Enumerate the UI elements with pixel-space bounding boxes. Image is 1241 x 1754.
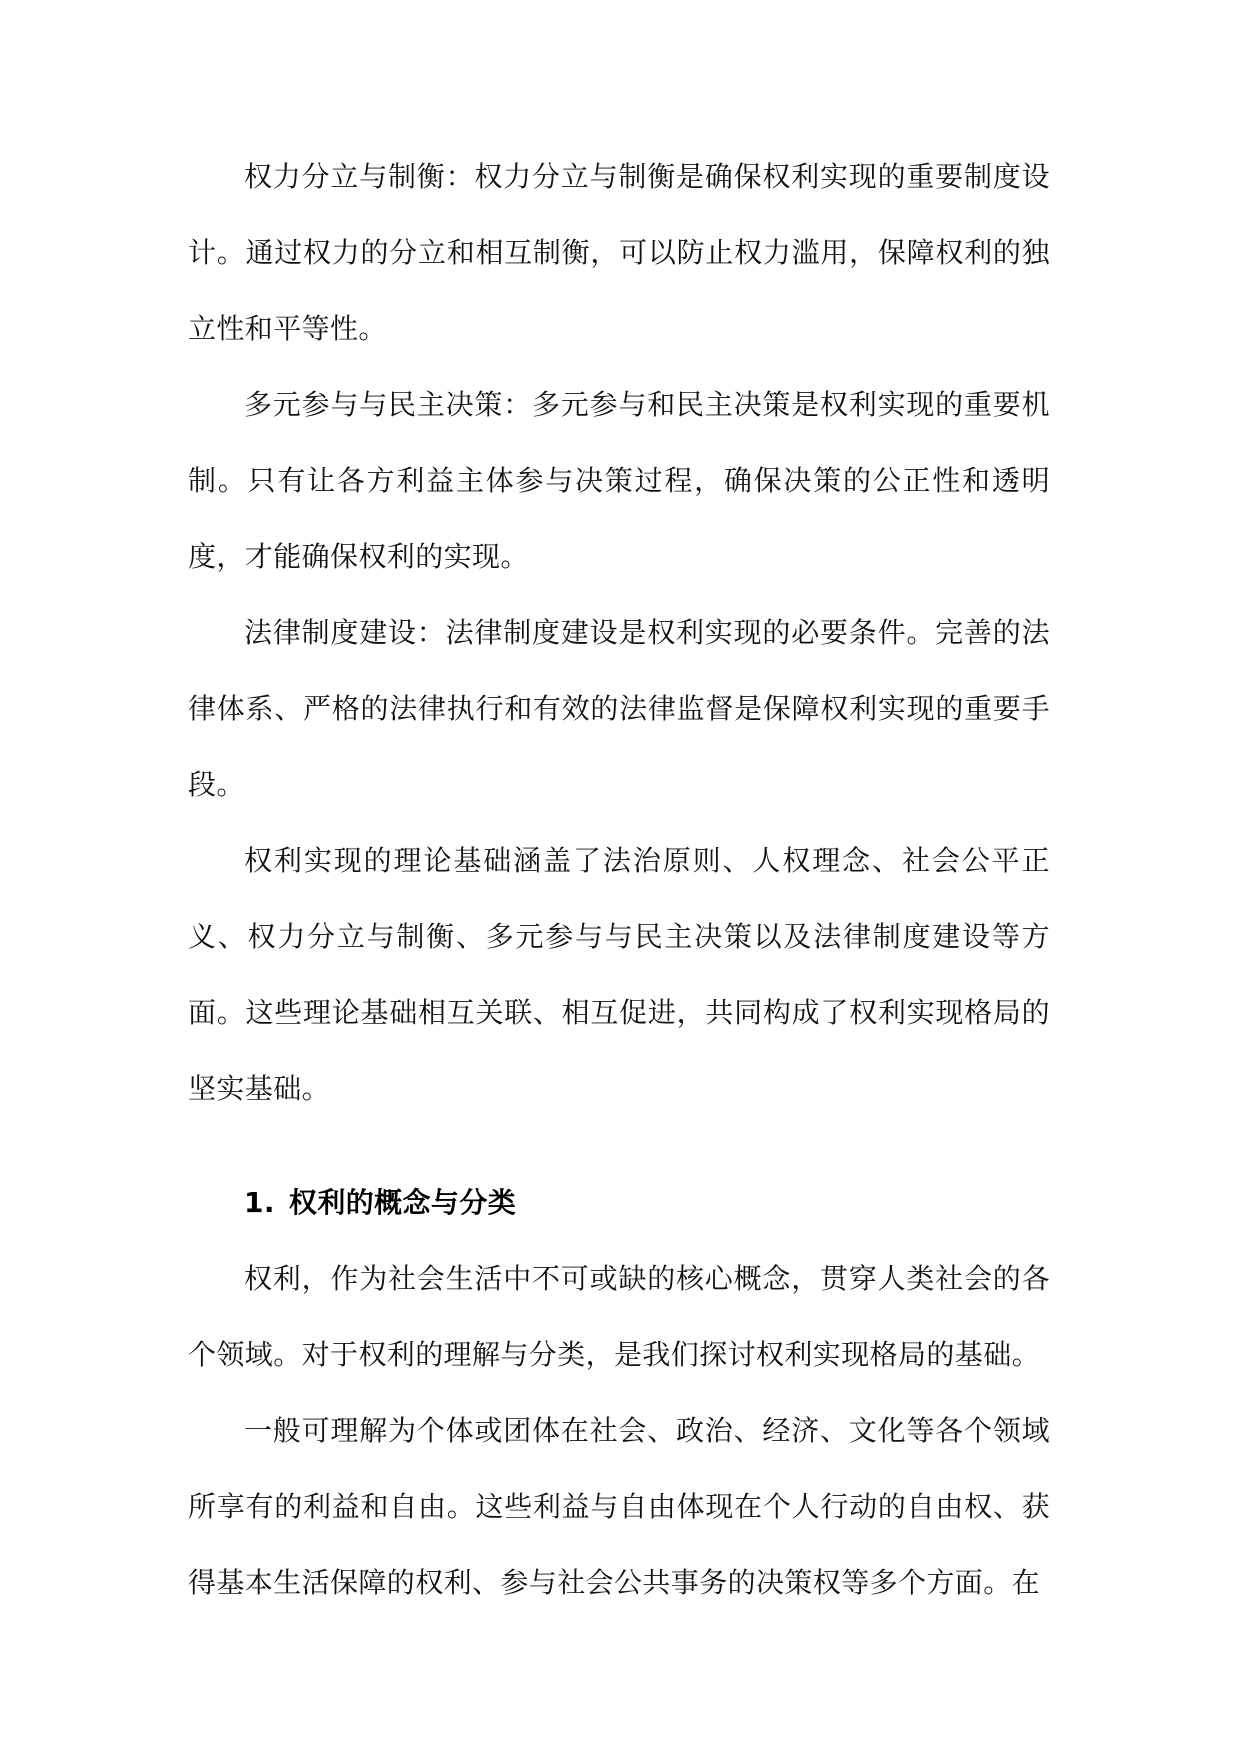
section-number: 1. <box>244 1186 275 1219</box>
paragraph-theory-summary: 权利实现的理论基础涵盖了法治原则、人权理念、社会公平正义、权力分立与制衡、多元参与与民主决策以及法律制度建设等方面。这些理论基础相互关联、相互促进，共同构成了权利实现格局的坚实基础。 <box>188 844 1050 1105</box>
section-title: 权利的概念与分类 <box>288 1186 517 1219</box>
paragraph-rights-scope: 一般可理解为个体或团体在社会、政治、经济、文化等各个领域所享有的利益和自由。这些利益与自由体现在个人行动的自由权、获得基本生活保障的权利、参与社会公共事务的决策权等多个方面。在 <box>188 1414 1050 1599</box>
paragraph-rights-definition: 权利，作为社会生活中不可或缺的核心概念，贯穿人类社会的各个领域。对于权利的理解与分类，是我们探讨权利实现格局的基础。 <box>188 1262 1050 1371</box>
document-body <box>188 139 1050 1621</box>
paragraph-separation-of-powers: 权力分立与制衡：权力分立与制衡是确保权利实现的重要制度设计。通过权力的分立和相互制衡，可以防止权力滥用，保障权利的独立性和平等性。 <box>188 160 1050 345</box>
section-heading <box>188 1165 1050 1241</box>
paragraph-legal-system: 法律制度建设：法律制度建设是权利实现的必要条件。完善的法律体系、严格的法律执行和有效的法律监督是保障权利实现的重要手段。 <box>188 616 1050 801</box>
paragraph-democratic-participation: 多元参与与民主决策：多元参与和民主决策是权利实现的重要机制。只有让各方利益主体参与决策过程，确保决策的公正性和透明度，才能确保权利的实现。 <box>188 388 1050 573</box>
